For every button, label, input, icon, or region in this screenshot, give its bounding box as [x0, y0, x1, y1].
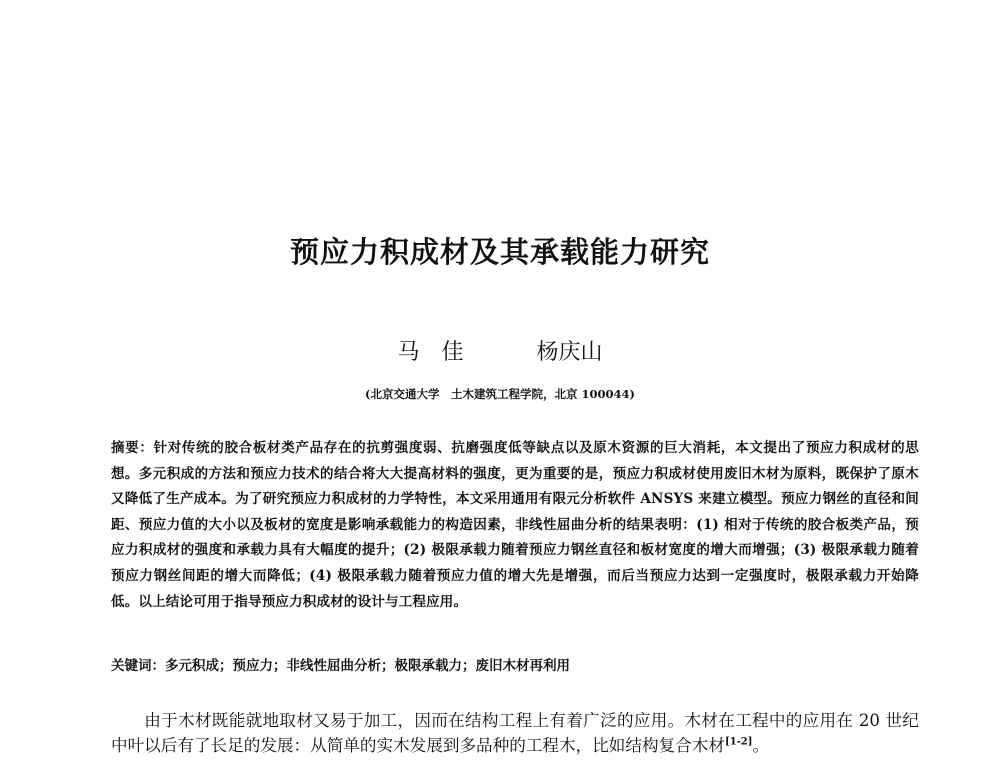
abstract-label: 摘要： — [111, 440, 154, 456]
paper-title: 预应力积成材及其承载能力研究 — [289, 235, 710, 269]
abstract-section — [111, 436, 919, 615]
body-text-end: 。 — [752, 736, 770, 755]
author-name: 杨庆山 — [536, 340, 603, 365]
keywords-text: 多元积成；预应力；非线性屈曲分析；极限承载力；废旧木材再利用 — [165, 658, 570, 674]
author-list — [0, 338, 1000, 368]
body-paragraph — [111, 708, 919, 758]
body-text: 由于木材既能就地取材又易于加工，因而在结构工程上有着广泛的应用。木材在工程中的应用在 20 世纪中叶以后有了长足的发展：从简单的实木发展到多品种的工程木，比如结构复合木材 — [111, 711, 919, 755]
keywords-label: 关键词： — [111, 658, 165, 674]
abstract-text: 针对传统的胶合板材类产品存在的抗剪强度弱、抗磨强度低等缺点以及原木资源的巨大消耗，本文提出了预应力积成材的思想。多元积成的方法和预应力技术的结合将大大提高材料的强度，更为重要的是，预应力积成材使用废旧木材为原料，既保护了原木又降低了生产成本。为了研究预应力积成材的力学特性，本文采用通用有限元分析软件 ANSYS 来建立模型。预应力钢丝的直径和间距、预应力值的大小以及板材的宽度是影响承载能力的构造因素，非线性屈曲分析的结果表明：(1) 相对于传统的胶合板类产品，预应力积成材的强度和承载力具有大幅度的提升；(2) 极限承载力随着预应力钢丝直径和板材宽度的增大而增强；(3) 极限承载力随着预应力钢丝间距的增大而降低；(4) 极限承载力随着预应力值的增大先是增强，而后当预应力达到一定强度时，极限承载力开始降低。以上结论可用于指导预应力积成材的设计与工程应用。 — [111, 440, 919, 610]
author-name: 马 佳 — [397, 340, 464, 365]
citation-reference: [1-2] — [724, 736, 753, 748]
author-affiliation: (北京交通大学 土木建筑工程学院，北京 100044) — [365, 387, 635, 401]
keywords-section — [111, 655, 919, 677]
